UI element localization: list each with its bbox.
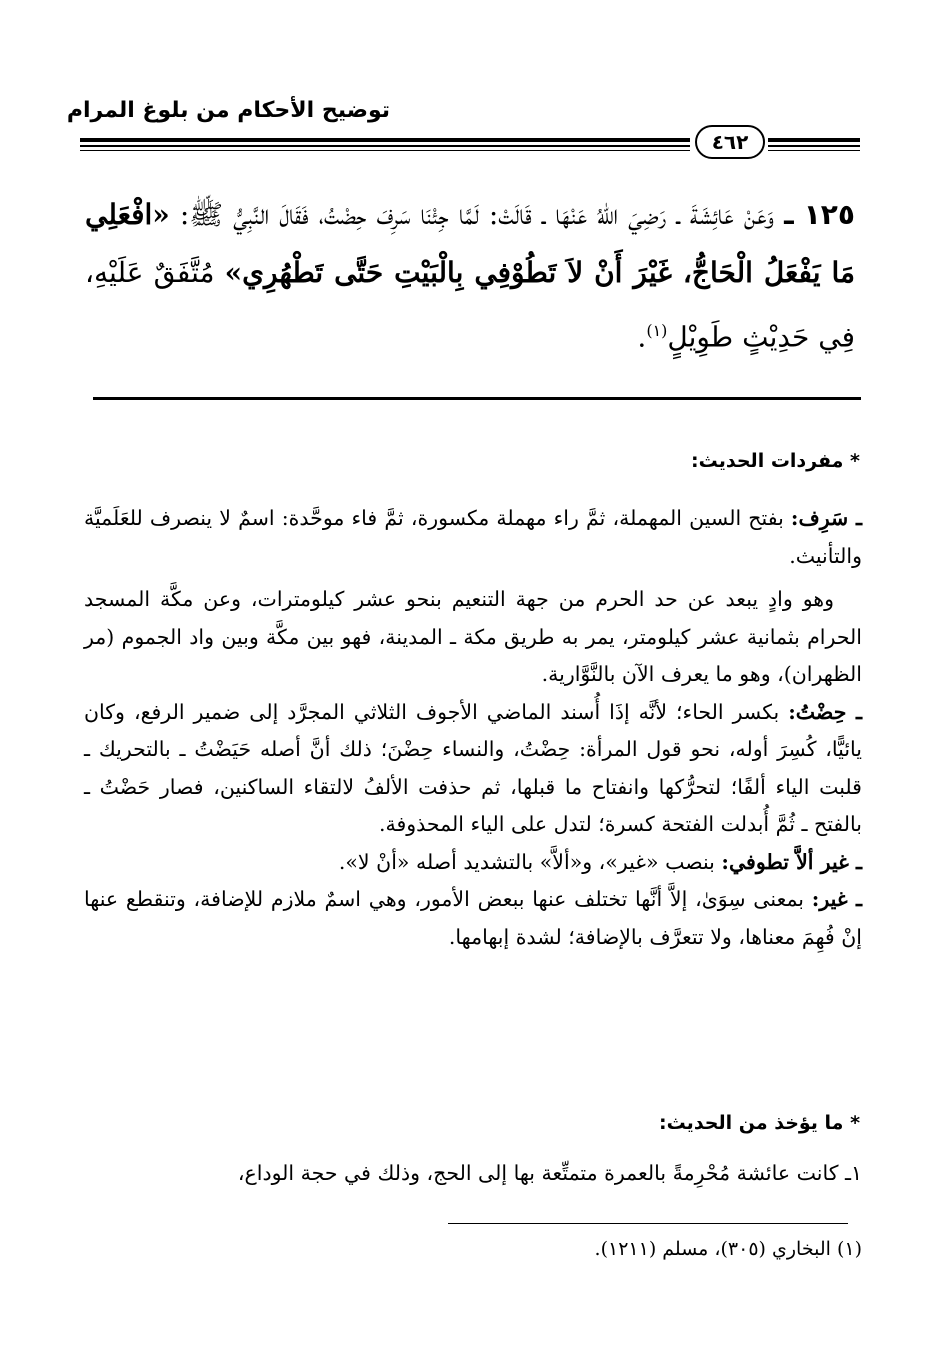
- term-ghayr-alla: ـ غير ألاَّ تطوفي:: [721, 849, 862, 874]
- vocab-entry-hidtu: [84, 694, 862, 844]
- hadith-text: [85, 186, 855, 366]
- term-hidtu: ـ حِضْتُ:: [788, 699, 863, 724]
- def-ghayr-alla: بنصب «غير»، و«ألاَّ» بالتشديد أصله «أنْ لا».: [338, 849, 722, 874]
- footnote-ref: (١): [646, 321, 668, 340]
- lesson-item-1: ١ـ كانت عائشة مُحْرِمةً بالعمرة متمتِّعة بها إلى الحج، وذلك في حجة الوداع،: [237, 1161, 862, 1185]
- footnote-text: (١) البخاري (٣٠٥)، مسلم (١٢١١).: [594, 1238, 862, 1260]
- page-number: ٤٦٢: [695, 125, 765, 159]
- page-header: [66, 96, 860, 166]
- footnote-rule: [448, 1223, 848, 1224]
- hadith-quote: «افْعَلِي مَا يَفْعَلُ الْحَاجُّ، غَيْرَ أَنْ لاَ تَطُوْفِي بِالْبَيْتِ حَتَّى تَطْهُرِي»: [85, 198, 855, 289]
- book-title: توضيح الأحكام من بلوغ المرام: [66, 98, 390, 123]
- hadith-period: .: [637, 320, 647, 354]
- section-divider: [93, 397, 861, 400]
- vocab-entry-sarif: [84, 500, 862, 575]
- def-sarif: بفتح السين المهملة، ثمَّ راء مهملة مكسورة، ثمَّ فاء موحَّدة: اسمٌ لا ينصرف للعَلَميَّة والتأنيث.: [84, 506, 862, 568]
- vocab-heading: * مفردات الحديث:: [691, 450, 860, 472]
- hadith-number: ١٢٥: [803, 198, 855, 231]
- header-rule-right: [768, 138, 860, 151]
- vocab-body: [84, 500, 862, 956]
- hadith-ending: مُتَّفَقٌ عَلَيْهِ، فِي حَدِيْثٍ طَوِيْلٍ: [85, 256, 855, 354]
- vocab-entry-ghayr-alla: [84, 844, 862, 882]
- def-hidtu: بكسر الحاء؛ لأنَّه إذَا أُسند الماضي الأجوف الثلاثي المجرَّد إلى ضمير الرفع، وكان يائيًّا، كُسِرَ أوله، نحو قول المرأة: حِضْتُ، والنساء حِضْنَ؛ ذلك أنَّ أصله حَيَضْتُ ـ بالتحريك ـ قلبت الياء ألفًا؛ لتحرُّكها وانفتاح ما قبلها، ثم حذفت الألفُ لالتقاء الساكنين، فصار حَضْتُ ـ بالفتح ـ ثُمَّ أُبدلت الفتحة كسرة؛ لتدل على الياء المحذوفة.: [84, 699, 862, 836]
- term-sarif: ـ سَرِف:: [790, 506, 862, 530]
- def-ghayr: بمعنى سِوَىٰ، إلاَّ أنَّها تختلف عنها ببعض الأمور، وهي اسمٌ ملازم للإضافة، وتنقطع عنها إنْ فُهِمَ معناها، ولا تتعرَّف بالإضافة؛ لشدة إبهامها.: [84, 887, 862, 949]
- hadith-intro: وَعَنْ عَائِشَةَ ـ رَضِيَ اللهُ عَنْهَا ـ قَالَتْ: لَمَّا جِئْنَا سَرِفَ حِضْتُ، فَقَالَ النَّبِيُّ ﷺ:: [169, 198, 775, 231]
- header-rule-left: [80, 138, 690, 151]
- vocab-sarif-place: وهو وادٍ يبعد عن حد الحرم من جهة التنعيم بنحو عشر كيلومترات، وعن مكَّة المسجد الحرام بثمانية عشر كيلومتر، يمر به طريق مكة ـ المدينة، فهو بين مكَّة وبين واد الجموم (مر الظهران)، وهو ما يعرف الآن بالنَّوَّارية.: [84, 587, 862, 686]
- hadith-dash: ـ: [784, 198, 794, 231]
- term-ghayr: ـ غير:: [811, 887, 862, 911]
- lessons-heading: * ما يؤخذ من الحديث:: [658, 1112, 860, 1134]
- lessons-body: [84, 1155, 862, 1193]
- vocab-entry-ghayr: [84, 881, 862, 956]
